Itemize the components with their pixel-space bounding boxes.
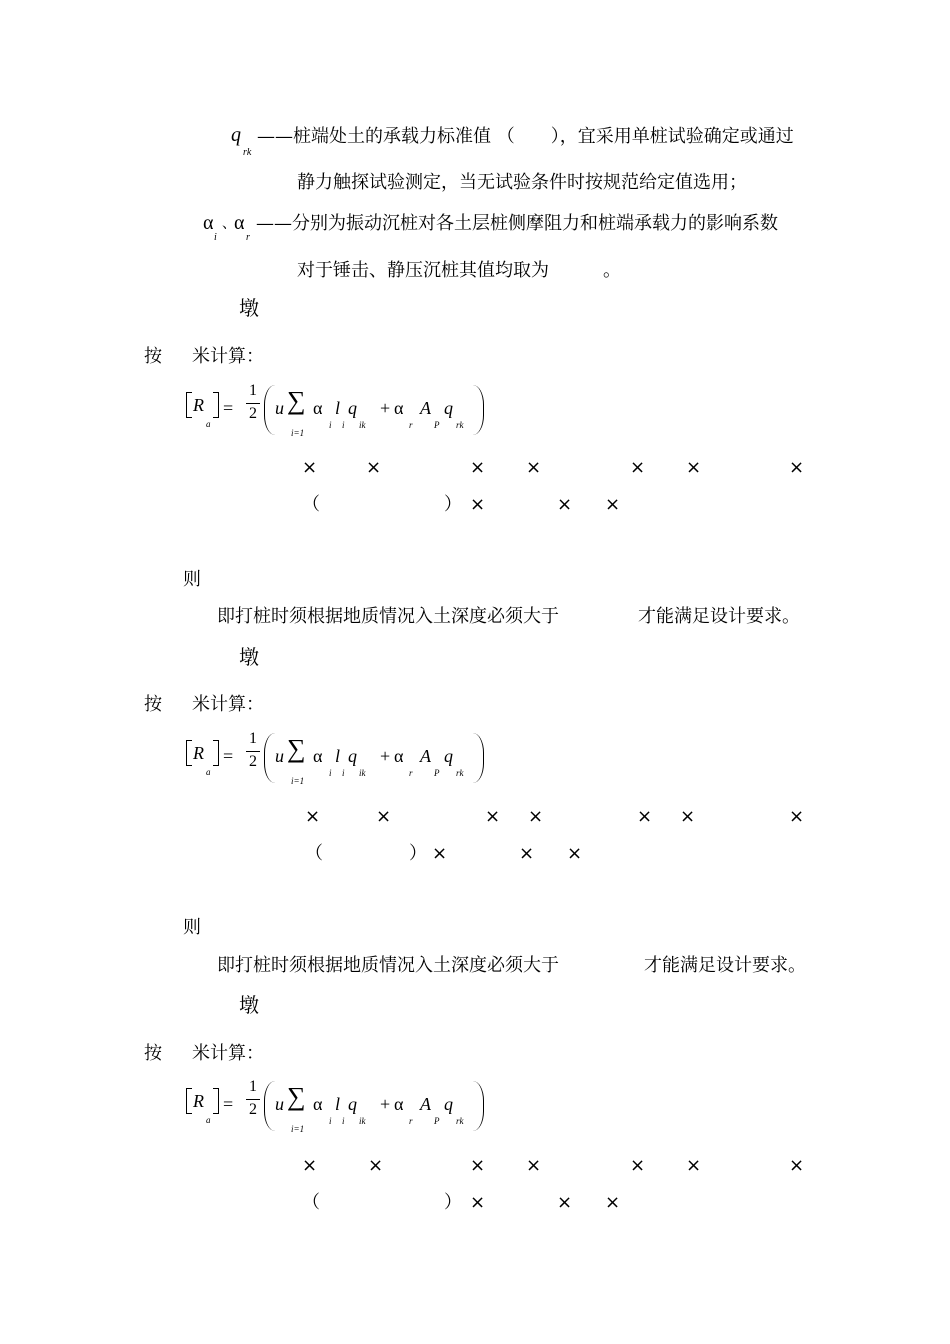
fraction-bar — [246, 1099, 260, 1100]
fraction-numerator: 1 — [249, 382, 257, 399]
times-sign: × — [302, 457, 318, 478]
times-sign: × — [368, 1155, 384, 1176]
formula-alpha-i: α — [313, 398, 323, 418]
formula-plus: + — [380, 1094, 391, 1114]
formula-q: q — [348, 746, 357, 766]
formula-A: A — [420, 1094, 431, 1114]
formula-l: l — [335, 746, 341, 766]
times-sign: × — [366, 457, 382, 478]
qrk-description: ——桩端处土的承载力标准值 （ ），宜采用单桩试验确定或通过 — [257, 126, 794, 147]
then-label: 则 — [183, 917, 201, 938]
qrk-description-cont: 静力触探试验测定，当无试验条件时按规范给定值选用； — [297, 172, 747, 193]
formula-A: A — [420, 746, 431, 766]
formula-q2: q — [444, 746, 453, 766]
left-paren — [264, 1081, 275, 1131]
calc-prefix: 按 — [144, 346, 162, 367]
alpha-i-subscript: i — [214, 232, 217, 243]
times-sign: × — [605, 1192, 621, 1213]
fraction-numerator: 1 — [249, 730, 257, 747]
open-paren: （ — [302, 494, 320, 515]
times-sign: × — [789, 457, 805, 478]
alpha-description: ——分别为振动沉桩对各土层桩侧摩阻力和桩端承载力的影响系数 — [256, 213, 778, 234]
alpha-description-cont: 对于锤击、静压沉桩其值均取为 。 — [297, 260, 621, 281]
fraction-denominator: 2 — [249, 405, 257, 422]
formula-sub-r: r — [409, 768, 413, 778]
formula-sub-P: P — [434, 768, 440, 778]
conclusion-text-end: 才能满足设计要求。 — [644, 955, 806, 976]
times-sign: × — [485, 806, 501, 827]
times-sign: × — [470, 457, 486, 478]
open-paren: （ — [305, 843, 323, 864]
times-sign: × — [470, 1155, 486, 1176]
left-paren — [264, 385, 275, 435]
right-paren — [473, 733, 484, 783]
sum-icon: ∑ — [287, 1082, 306, 1111]
formula-equals: = — [223, 1094, 234, 1114]
formula-R: R — [193, 743, 204, 763]
times-sign: × — [789, 1155, 805, 1176]
times-sign: × — [302, 1155, 318, 1176]
calc-suffix: 米计算： — [192, 694, 264, 715]
alpha-separator: 、 — [222, 216, 236, 232]
times-sign: × — [630, 1155, 646, 1176]
pier-heading: 墩 — [239, 296, 259, 320]
formula-sub-ik: ik — [359, 768, 366, 778]
right-paren — [473, 385, 484, 435]
left-bracket — [186, 392, 192, 418]
sum-index: i=1 — [291, 1124, 305, 1134]
formula-sub-r: r — [409, 420, 413, 430]
times-sign: × — [376, 806, 392, 827]
open-paren: （ — [302, 1192, 320, 1213]
times-sign: × — [567, 843, 583, 864]
close-paren: ） — [409, 843, 427, 864]
bearing-capacity-formula — [183, 382, 503, 442]
conclusion-text-end: 才能满足设计要求。 — [638, 606, 800, 627]
calc-prefix: 按 — [144, 694, 162, 715]
formula-sub-P: P — [434, 1116, 440, 1126]
right-bracket — [213, 740, 219, 766]
formula-alpha-r: α — [394, 746, 404, 766]
fraction-denominator: 2 — [249, 1101, 257, 1118]
formula-u: u — [275, 398, 284, 418]
sum-icon: ∑ — [287, 734, 306, 763]
left-paren — [264, 733, 275, 783]
times-sign: × — [557, 494, 573, 515]
fraction-bar — [246, 751, 260, 752]
times-sign: × — [305, 806, 321, 827]
formula-alpha-r: α — [394, 398, 404, 418]
formula-l: l — [335, 398, 341, 418]
formula-sub-a: a — [206, 1115, 211, 1125]
formula-sub-rk: rk — [456, 768, 464, 778]
formula-sub-rk: rk — [456, 420, 464, 430]
sum-icon: ∑ — [287, 386, 306, 415]
formula-u: u — [275, 746, 284, 766]
formula-plus: + — [380, 746, 391, 766]
formula-q2: q — [444, 1094, 453, 1114]
then-label: 则 — [183, 569, 201, 590]
qrk-symbol: q — [231, 124, 241, 146]
formula-q2: q — [444, 398, 453, 418]
formula-sub-ik: ik — [359, 420, 366, 430]
formula-R: R — [193, 1091, 204, 1111]
pier-heading: 墩 — [239, 993, 259, 1017]
formula-u: u — [275, 1094, 284, 1114]
formula-sub-rk: rk — [456, 1116, 464, 1126]
times-sign: × — [470, 1192, 486, 1213]
formula-plus: + — [380, 398, 391, 418]
times-sign: × — [630, 457, 646, 478]
sum-index: i=1 — [291, 428, 305, 438]
close-paren: ） — [444, 494, 462, 515]
times-sign: × — [605, 494, 621, 515]
times-sign: × — [528, 806, 544, 827]
formula-sub-i2: i — [342, 420, 345, 430]
conclusion-text: 即打桩时须根据地质情况入土深度必须大于 — [217, 955, 559, 976]
formula-q: q — [348, 398, 357, 418]
fraction-denominator: 2 — [249, 753, 257, 770]
alpha-r-subscript: r — [246, 232, 250, 243]
times-sign: × — [637, 806, 653, 827]
formula-l: l — [335, 1094, 341, 1114]
times-sign: × — [789, 806, 805, 827]
alpha-r-symbol: α — [234, 212, 245, 234]
formula-sub-r: r — [409, 1116, 413, 1126]
calc-suffix: 米计算： — [192, 346, 264, 367]
calc-suffix: 米计算： — [192, 1043, 264, 1064]
formula-equals: = — [223, 746, 234, 766]
formula-sub-a: a — [206, 767, 211, 777]
fraction-numerator: 1 — [249, 1078, 257, 1095]
left-bracket — [186, 1088, 192, 1114]
bearing-capacity-formula — [183, 730, 503, 790]
times-sign: × — [557, 1192, 573, 1213]
times-sign: × — [432, 843, 448, 864]
formula-q: q — [348, 1094, 357, 1114]
times-sign: × — [686, 1155, 702, 1176]
right-bracket — [213, 392, 219, 418]
qrk-subscript: rk — [243, 147, 252, 158]
formula-alpha-r: α — [394, 1094, 404, 1114]
formula-sub-i: i — [329, 420, 332, 430]
formula-sub-ik: ik — [359, 1116, 366, 1126]
formula-alpha-i: α — [313, 746, 323, 766]
times-sign: × — [526, 1155, 542, 1176]
formula-sub-i2: i — [342, 768, 345, 778]
times-sign: × — [686, 457, 702, 478]
pier-heading: 墩 — [239, 645, 259, 669]
formula-sub-P: P — [434, 420, 440, 430]
formula-R: R — [193, 395, 204, 415]
times-sign: × — [470, 494, 486, 515]
formula-sub-i: i — [329, 1116, 332, 1126]
conclusion-text: 即打桩时须根据地质情况入土深度必须大于 — [217, 606, 559, 627]
times-sign: × — [519, 843, 535, 864]
times-sign: × — [526, 457, 542, 478]
formula-sub-a: a — [206, 419, 211, 429]
right-bracket — [213, 1088, 219, 1114]
left-bracket — [186, 740, 192, 766]
formula-sub-i2: i — [342, 1116, 345, 1126]
sum-index: i=1 — [291, 776, 305, 786]
right-paren — [473, 1081, 484, 1131]
fraction-bar — [246, 403, 260, 404]
formula-A: A — [420, 398, 431, 418]
bearing-capacity-formula — [183, 1078, 503, 1138]
calc-prefix: 按 — [144, 1043, 162, 1064]
alpha-i-symbol: α — [203, 212, 214, 234]
formula-alpha-i: α — [313, 1094, 323, 1114]
formula-sub-i: i — [329, 768, 332, 778]
close-paren: ） — [444, 1192, 462, 1213]
formula-equals: = — [223, 398, 234, 418]
times-sign: × — [680, 806, 696, 827]
